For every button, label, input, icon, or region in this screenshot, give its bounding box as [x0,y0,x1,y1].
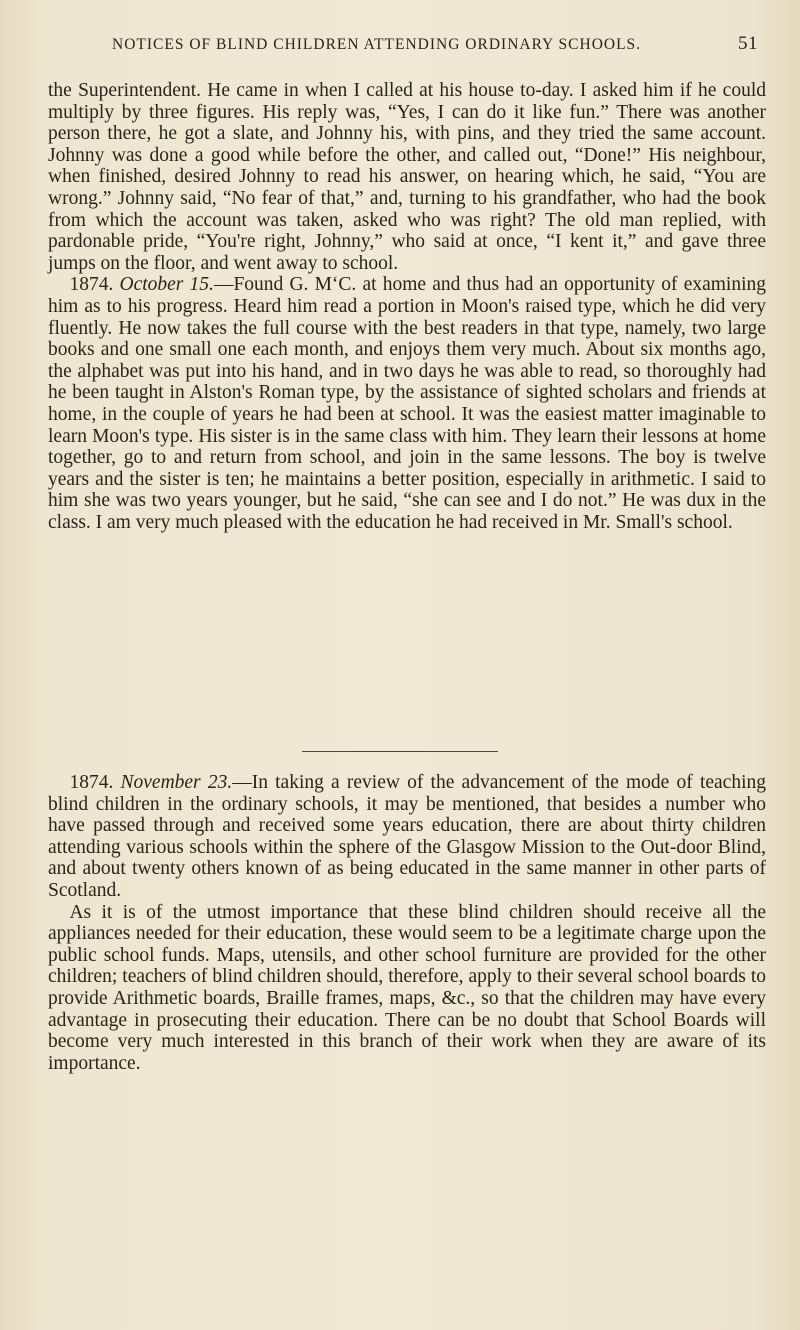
paragraph-november-entry [48,772,766,902]
entry-date: November 23. [120,772,233,793]
page-number: 51 [738,33,758,54]
entry-date: October 15. [119,274,214,296]
paragraph-october-entry [48,274,766,533]
entry-year: 1874. [69,274,114,296]
entry-body: —In taking a review of the advancement of the mode of teaching blind children in the ordinary schools, it may be mentioned, that besides a number who have passed through and received some years education, there are about thirty children attending various schools within the sphere of the Glasgow Mission to the Out-door Blind, and about twenty others known of as being educated in the same manner in other parts of Scotland. [48,772,766,901]
section-1 [48,80,766,533]
paragraph-continuation: the Superintendent. He came in when I called at his house to-day. I asked him if he could multiply by three figures. His reply was, “Yes, I can do it like fun.” There was another person there, he got a slate, and Johnny his, with pins, and they tried the same account. Johnny was done a good while before the other, and called out, “Done!” His neighbour, when finished, desired Johnny to read his answer, on hearing which, he said, “You are wrong.” Johnny said, “No fear of that,” and, turning to his grandfather, who had the book from which the account was taken, asked who was right? The old man replied, with pardonable pride, “You're right, Johnny,” who said at once, “I kent it,” and gave three jumps on the floor, and went away to school. [48,80,766,274]
entry-year: 1874. [69,772,114,793]
entry-body: —Found G. M‘C. at home and thus had an opportunity of examining him as to his progress. Heard him read a portion in Moon's raised type, which he did very fluently. He now takes the full course with the best readers in that type, namely, two large books and one small one each month, and enjoys them very much. About six months ago, the alphabet was put into his hand, and in two days he was able to read, so thoroughly had he been taught in Alston's Roman type, by the assistance of sighted scholars and friends at home, in the couple of years he had been at school. It was the easiest matter imaginable to learn Moon's type. His sister is in the same class with him. They learn their lessons at home together, go to and return from school, and join in the same lessons. The boy is twelve years and the sister is ten; he maintains a better position, especially in arithmetic. I said to him she was two years younger, but he said, “she can see and I do not.” He was dux in the class. I am very much pleased with the education he had received in Mr. Small's school. [48,274,767,533]
section-divider [302,751,498,752]
section-2 [48,772,766,1074]
paragraph-importance: As it is of the utmost importance that these blind children should receive all the appliances needed for their education, these would seem to be a legitimate charge upon the public school funds. Maps, utensils, and other school furniture are provided for the other children; teachers of blind children should, therefore, apply to their several school boards to provide Arithmetic boards, Braille frames, maps, &c., so that the children may have every advantage in prosecuting their education. There can be no doubt that School Boards will become very much interested in this branch of their work when they are aware of its importance. [48,901,766,1074]
running-title: NOTICES OF BLIND CHILDREN ATTENDING ORDINARY SCHOOLS. [112,36,642,53]
